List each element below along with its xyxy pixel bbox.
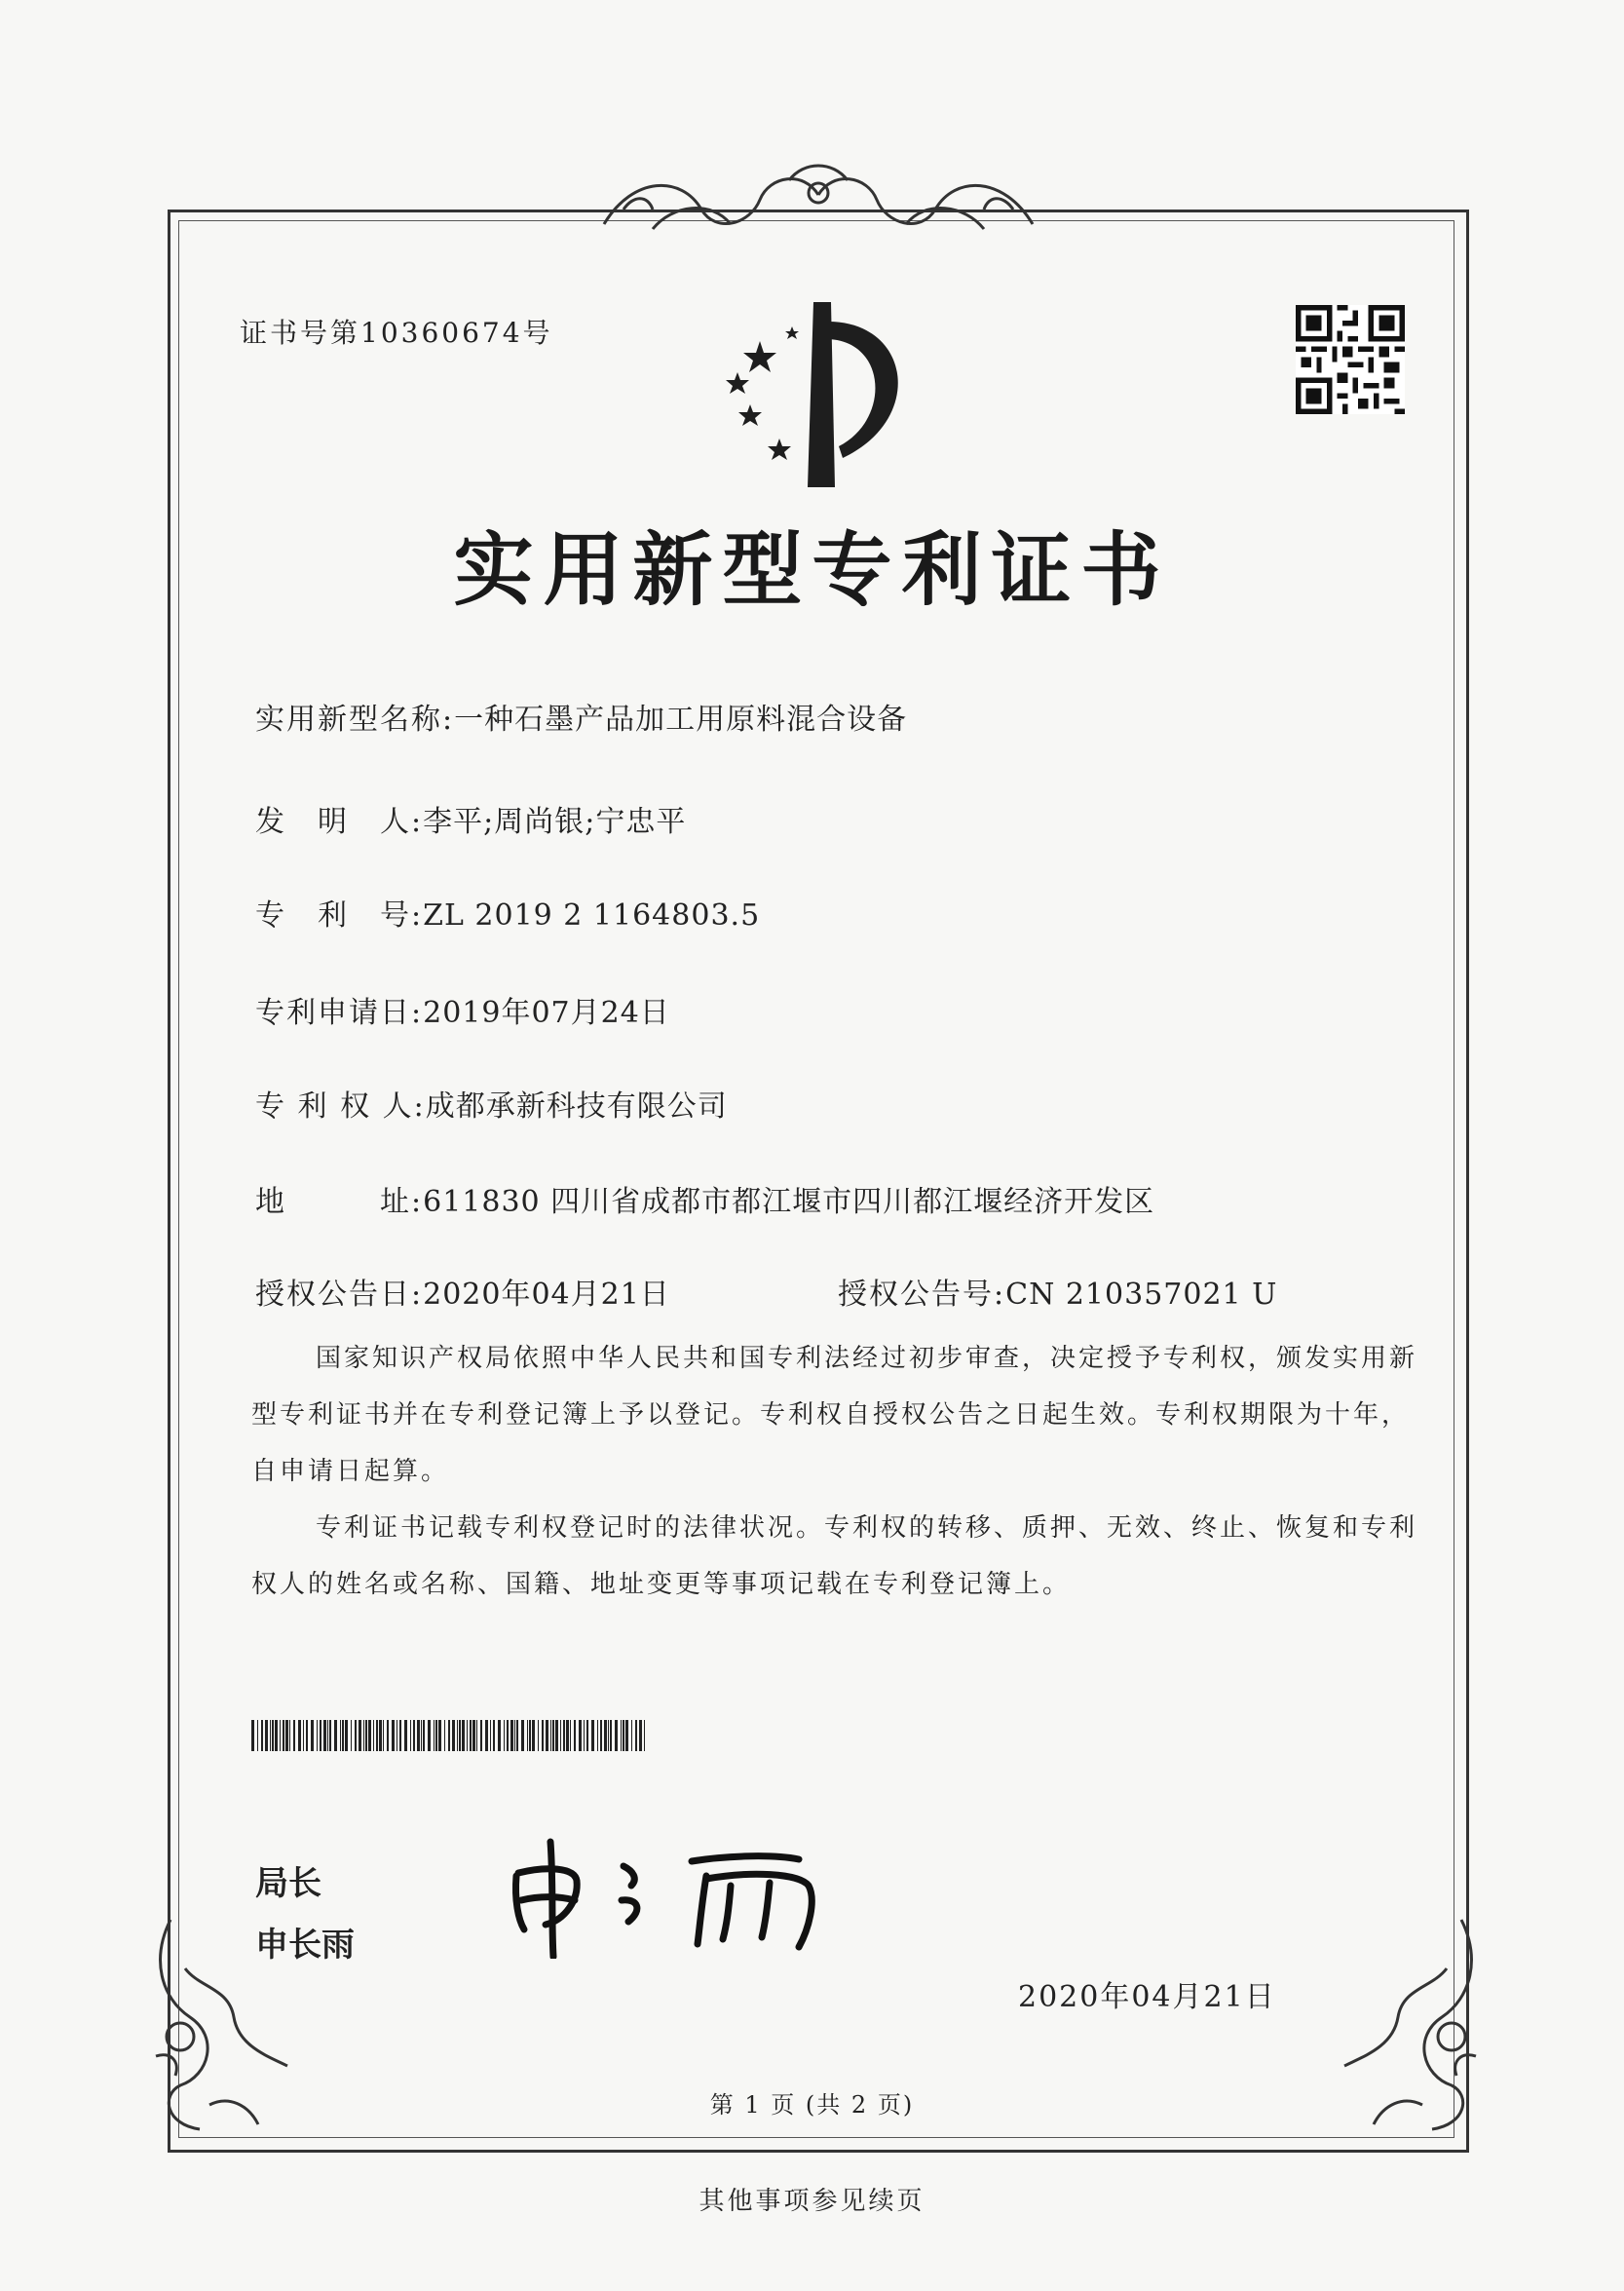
field-label: 实用新型名称: bbox=[255, 703, 455, 737]
field-patent-number bbox=[255, 891, 760, 934]
qr-code-icon bbox=[1296, 305, 1405, 414]
field-value: 成都承新科技有限公司 bbox=[425, 1089, 728, 1124]
signatory-title: 局长 bbox=[255, 1864, 321, 1903]
field-utility-model-name bbox=[255, 695, 907, 738]
field-label: 专 利 号: bbox=[255, 898, 424, 933]
handwritten-signature bbox=[507, 1832, 838, 1959]
certificate-number: 证书号第10360674号 bbox=[240, 317, 553, 349]
field-inventors bbox=[255, 797, 686, 840]
signature-date: 2020年04月21日 bbox=[1018, 1980, 1276, 2014]
barcode-icon bbox=[251, 1720, 651, 1751]
field-label: 地 址: bbox=[255, 1185, 424, 1219]
field-value: CN 210357021 U bbox=[1005, 1278, 1278, 1312]
field-label: 授权公告号: bbox=[838, 1278, 1006, 1312]
cnipa-emblem-icon bbox=[706, 302, 940, 487]
field-value: 一种石墨产品加工用原料混合设备 bbox=[454, 703, 908, 737]
field-filing-date bbox=[255, 988, 670, 1031]
field-grant-date bbox=[255, 1270, 670, 1313]
field-value: 2020年04月21日 bbox=[423, 1278, 670, 1312]
footer-note: 其他事项参见续页 bbox=[699, 2187, 925, 2216]
field-label: 授权公告日: bbox=[255, 1278, 424, 1312]
field-grant-number bbox=[838, 1270, 1277, 1313]
field-value: ZL 2019 2 1164803.5 bbox=[423, 898, 761, 933]
field-address bbox=[255, 1177, 1154, 1220]
field-label: 专利申请日: bbox=[255, 996, 424, 1030]
field-label: 专 利 权 人: bbox=[255, 1089, 426, 1124]
page-number: 第 1 页 (共 2 页) bbox=[709, 2091, 915, 2119]
legal-paragraph: 专利证书记载专利权登记时的法律状况。专利权的转移、质押、无效、终止、恢复和专利权人的姓名或名称、国籍、地址变更等事项记载在专利登记簿上。 bbox=[251, 1513, 1418, 1599]
certificate-title: 实用新型专利证书 bbox=[453, 524, 1171, 617]
field-label: 发 明 人: bbox=[255, 805, 424, 839]
field-value: 2019年07月24日 bbox=[423, 996, 670, 1030]
signatory-name: 申长雨 bbox=[255, 1926, 355, 1965]
top-ornament-icon bbox=[594, 156, 1042, 244]
legal-paragraph: 国家知识产权局依照中华人民共和国专利法经过初步审查，决定授予专利权，颁发实用新型专利证书并在专利登记簿上予以登记。专利权自授权公告之日起生效。专利权期限为十年，自申请日起算。 bbox=[251, 1344, 1418, 1486]
field-value: 611830 四川省成都市都江堰市四川都江堰经济开发区 bbox=[423, 1185, 1155, 1219]
field-patentee bbox=[255, 1082, 728, 1125]
field-value: 李平;周尚银;宁忠平 bbox=[423, 805, 687, 839]
legal-statement bbox=[251, 1330, 1420, 1613]
